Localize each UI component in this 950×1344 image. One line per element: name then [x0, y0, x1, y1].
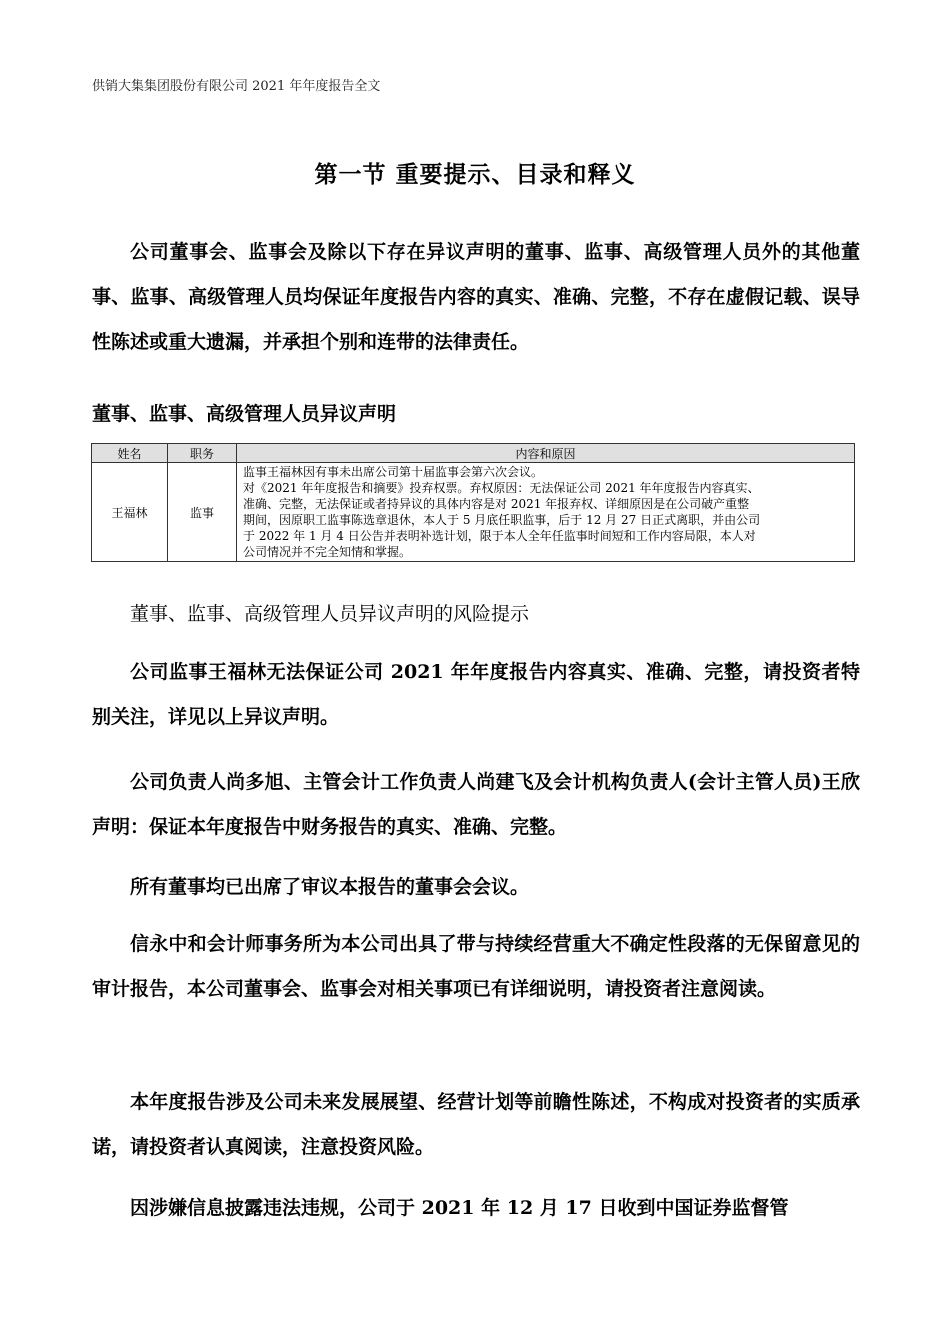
reason-line: 公司情况并不完全知情和掌握。 — [243, 545, 412, 559]
reason-line: 期间，因原职工监事陈选章退休，本人于 5 月底任职监事，后于 12 月 27 日正式离职，并由公司 — [243, 513, 761, 527]
paragraph-csrc-investigation: 因涉嫌信息披露违法违规，公司于 2021 年 12 月 17 日收到中国证券监督管 — [130, 1197, 789, 1219]
reason-line: 准确、完整，无法保证或者持异议的具体内容是对 2021 年报弃权、详细原因是在公司破产重整 — [243, 497, 750, 511]
dissent-table — [91, 443, 855, 562]
paragraph-forward-looking: 本年度报告涉及公司未来发展展望、经营计划等前瞻性陈述，不构成对投资者的实质承诺，请投资者认真阅读，注意投资风险。 — [92, 1091, 860, 1158]
column-header-position: 职务 — [168, 444, 237, 463]
table-header-row — [92, 444, 855, 463]
paragraph-risk: 公司监事王福林无法保证公司 2021 年年度报告内容真实、准确、完整，请投资者特别关注，详见以上异议声明。 — [92, 661, 860, 728]
document-header: 供销大集集团股份有限公司 2021 年年度报告全文 — [92, 79, 381, 94]
cell-position: 监事 — [168, 463, 237, 562]
heading-dissent-statement: 董事、监事、高级管理人员异议声明 — [92, 403, 397, 425]
paragraph-board-guarantee: 公司董事会、监事会及除以下存在异议声明的董事、监事、高级管理人员外的其他董事、监事、高级管理人员均保证年度报告内容的真实、准确、完整，不存在虚假记载、误导性陈述或重大遗漏，并承担个别和连带的法律责任。 — [92, 241, 860, 353]
paragraph-audit-opinion: 信永中和会计师事务所为本公司出具了带与持续经营重大不确定性段落的无保留意见的审计报告，本公司董事会、监事会对相关事项已有详细说明，请投资者注意阅读。 — [92, 933, 860, 1000]
section-title: 第一节 重要提示、目录和释义 — [314, 161, 636, 188]
paragraph-financial-guarantee: 公司负责人尚多旭、主管会计工作负责人尚建飞及会计机构负责人(会计主管人员)王欣声明：保证本年度报告中财务报告的真实、准确、完整。 — [92, 771, 860, 838]
reason-line: 于 2022 年 1 月 4 日公告并表明补选计划，限于本人全年任监事时间短和工作内容局限，本人对 — [243, 529, 756, 543]
heading-risk-notice: 董事、监事、高级管理人员异议声明的风险提示 — [130, 603, 530, 625]
table-row — [92, 463, 855, 562]
paragraph-attendance: 所有董事均已出席了审议本报告的董事会会议。 — [130, 876, 530, 898]
reason-line: 监事王福林因有事未出席公司第十届监事会第六次会议。 — [243, 465, 544, 479]
reason-line: 对《2021 年年度报告和摘要》投弃权票。弃权原因：无法保证公司 2021 年年度报告内容真实、 — [243, 481, 760, 495]
cell-reason — [237, 463, 855, 562]
column-header-reason: 内容和原因 — [237, 444, 855, 463]
cell-name: 王福林 — [92, 463, 168, 562]
column-header-name: 姓名 — [92, 444, 168, 463]
